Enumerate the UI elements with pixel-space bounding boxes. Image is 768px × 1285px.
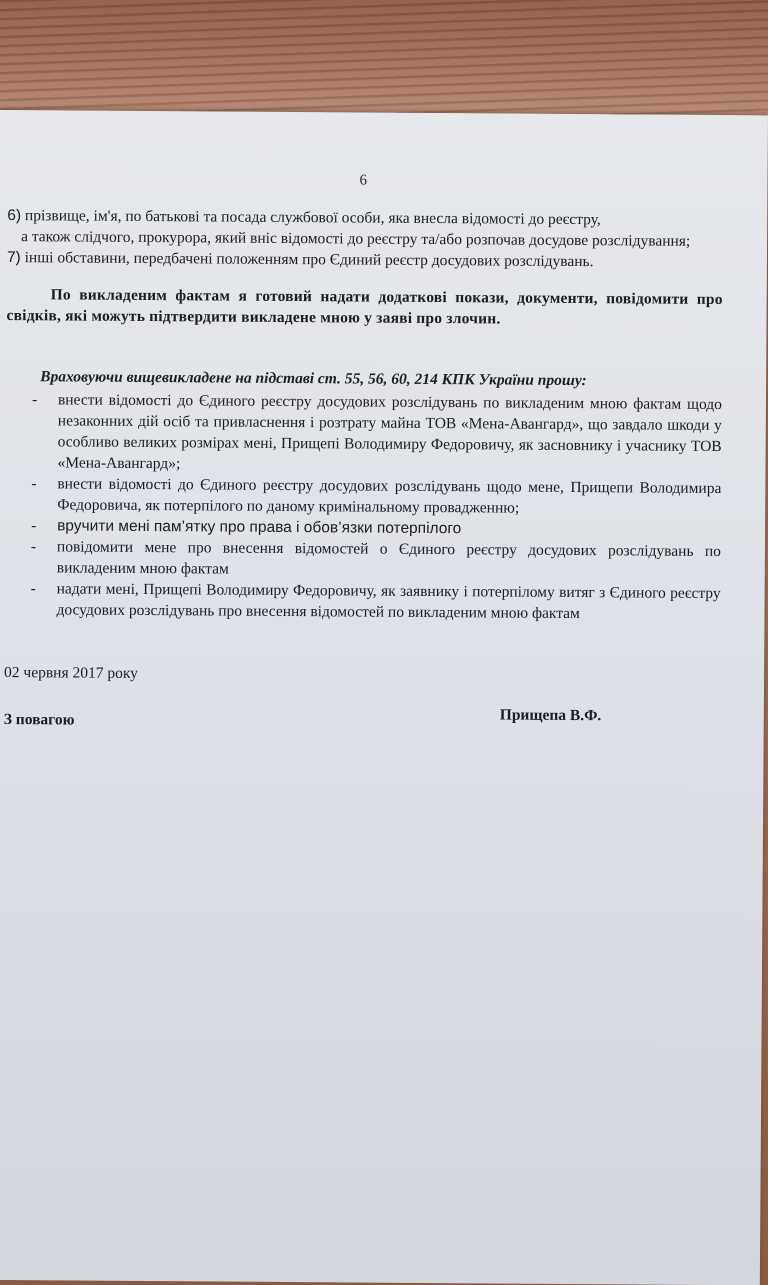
item-text: прізвище, ім'я, по батькові та посада службової особи, яка внесла відомості до реєстру, — [21, 207, 601, 229]
document-date: 02 червня 2017 року — [4, 664, 138, 682]
list-item — [5, 473, 721, 520]
page-number: 6 — [359, 172, 368, 189]
request-list — [4, 389, 722, 625]
dash-bullet: - — [31, 475, 37, 493]
request-text: внести відомості до Єдиного реєстру досудових розслідувань щодо мене, Прищепи Володимира Федоровича, як потерпілого по даному кримінальному провадженню; — [57, 475, 722, 517]
list-item — [4, 578, 720, 625]
list-item-6-continuation: а також слідчого, прокурора, який вніс відомості до реєстру та/або розпочав досудове розслідування; — [21, 228, 691, 250]
list-item — [5, 536, 721, 583]
signature-row — [4, 701, 720, 728]
request-text: повідомити мене про внесення відомостей о Єдиного реєстру досудових розслідувань по викладеним мною фактам — [56, 538, 721, 578]
request-text: внести відомості до Єдиного реєстру досудових розслідувань по викладеним мною фактам щодо незаконних дій осіб та привласнення і розтрату майна ТОВ «Мена-Авангард», що завдало шкоди у особливо великих розмірах мені, Прищепі Володимиру Федоровичу, як засновнику і учаснику ТОВ «Мена-Авангард»; — [57, 391, 723, 473]
dash-bullet: - — [31, 391, 38, 409]
wooden-desk-surface — [0, 0, 768, 122]
dash-bullet: - — [30, 580, 36, 598]
request-text: надати мені, Прищепі Володимиру Федоровичу, як заявнику і потерпілому витяг з Єдиного реєстру досудових розслідувань про внесення відомостей по викладеним мною фактам — [56, 580, 721, 623]
request-text: вручити мені пам’ятку про права і обов’язки потерпілого — [57, 517, 462, 538]
signatory-name: Прищепа В.Ф. — [499, 706, 602, 725]
request-heading: Враховуючи вищевикладене на підставі ст. 55, 56, 60, 214 КПК України прошу: — [40, 368, 587, 390]
list-item — [5, 389, 722, 478]
closing-phrase: З повагою — [3, 711, 75, 729]
document-body — [4, 205, 724, 728]
testimony-offer-paragraph: По викладеним фактам я готовий надати додаткові покази, документи, повідомити про свідків, які можуть підтвердити викладене мною у заяві про злочин. — [6, 286, 723, 328]
document-page — [0, 110, 768, 1285]
item-number: 6) — [7, 207, 22, 225]
item-number: 7) — [6, 249, 21, 267]
dash-bullet: - — [30, 538, 37, 556]
dash-bullet: - — [31, 517, 37, 535]
item-text: інші обставини, передбачені положенням про Єдиний реєстр досудових розслідувань. — [20, 249, 594, 271]
